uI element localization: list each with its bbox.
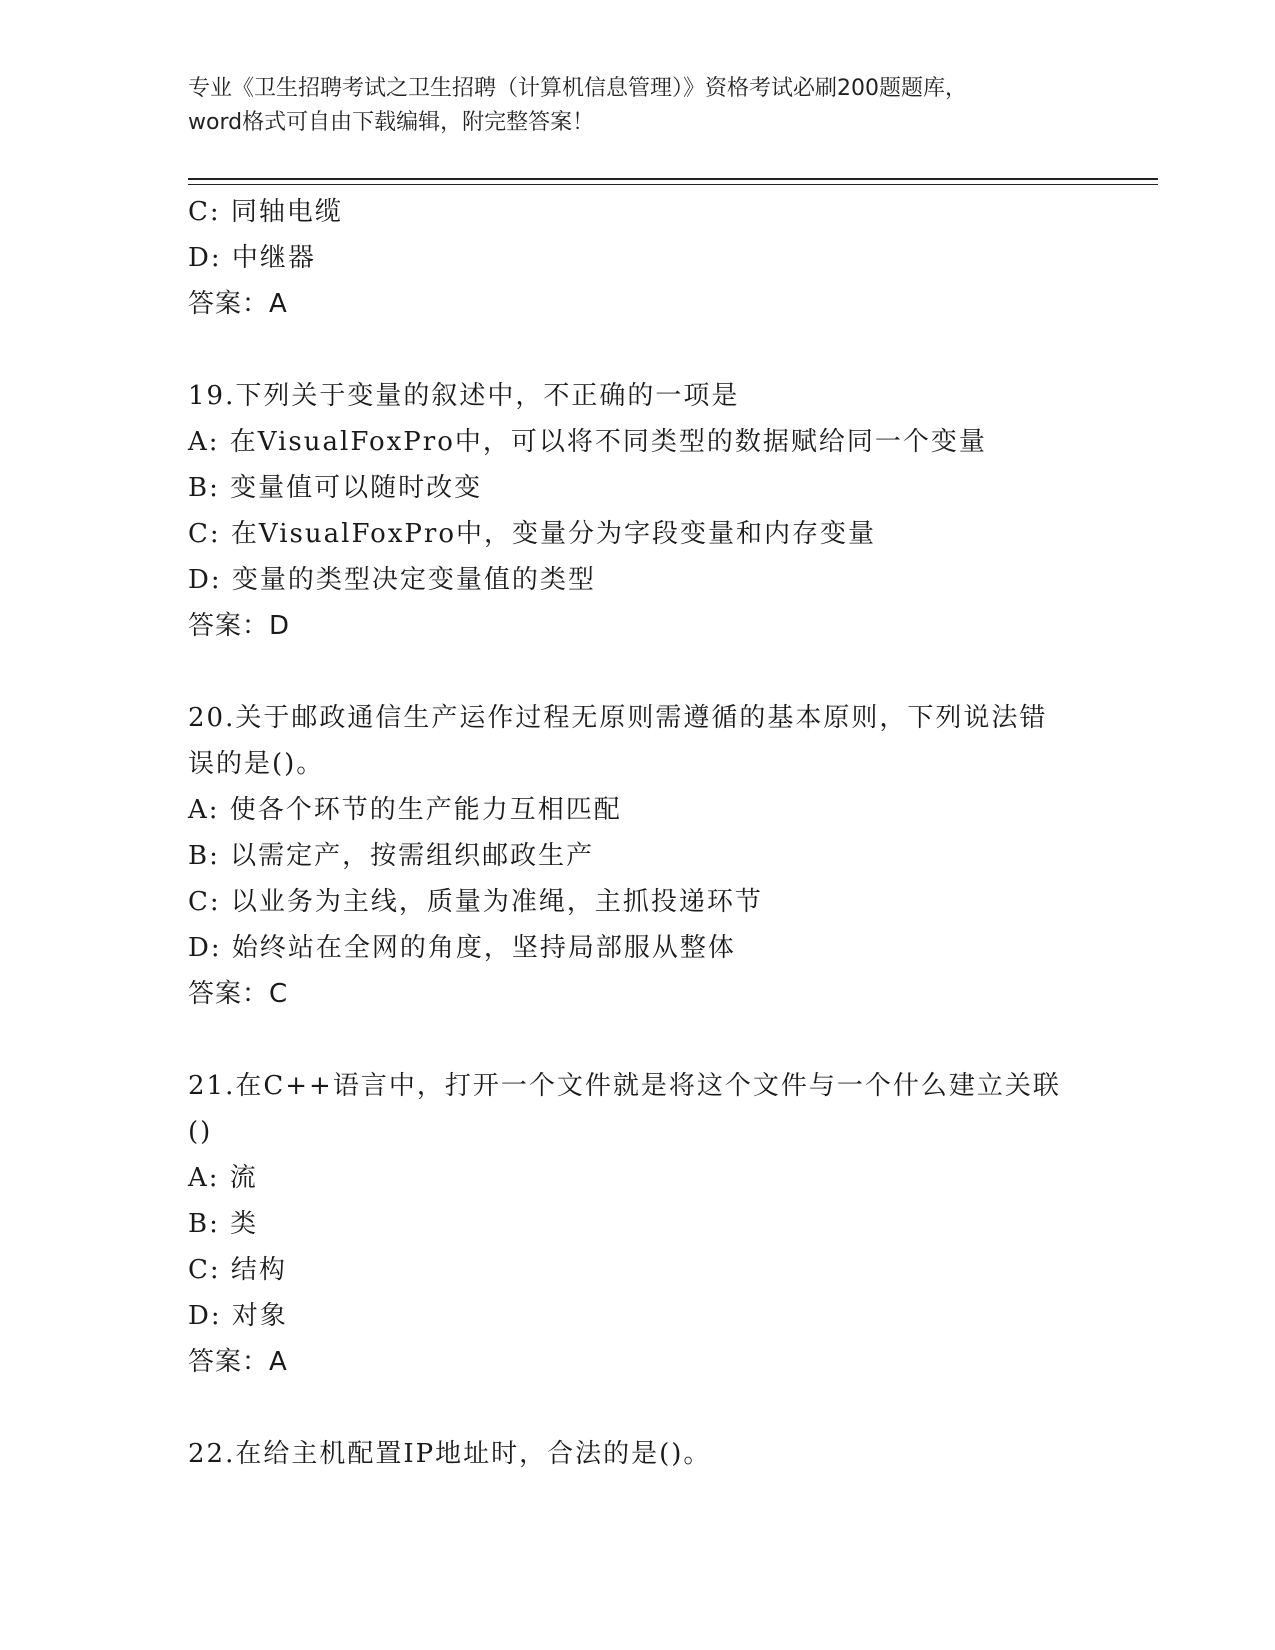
option-d: D: 对象 [188,1301,288,1331]
question-stem: 21.在C++语言中，打开一个文件就是将这个文件与一个什么建立关联 [188,1071,1061,1101]
header-line-1: 专业《卫生招聘考试之卫生招聘（计算机信息管理）》资格考试必刷200题题库， [188,76,967,101]
answer-line: 答案：C [188,979,289,1009]
question-stem: 19.下列关于变量的叙述中，不正确的一项是 [188,381,740,411]
question-stem-continued: 误的是()。 [188,749,325,779]
option-c: C: 结构 [188,1255,287,1285]
header-line-2: word格式可自由下载编辑，附完整答案！ [188,110,595,135]
header-divider-thick [188,178,1158,180]
option-b: B: 类 [188,1209,259,1239]
option-c: C: 以业务为主线，质量为准绳，主抓投递环节 [188,887,763,917]
option-d: D: 变量的类型决定变量值的类型 [188,565,596,595]
question-content [188,189,1088,1477]
question-stem: 22.在给主机配置IP地址时，合法的是()。 [188,1439,712,1469]
spacer [188,649,1088,695]
option-c: C: 在VisualFoxPro中，变量分为字段变量和内存变量 [188,519,876,549]
answer-line: 答案：D [188,611,291,641]
option-a: A: 流 [188,1163,258,1193]
answer-line: 答案：A [188,1347,288,1377]
answer-line: 答案：A [188,289,288,319]
option-c: C: 同轴电缆 [188,197,343,227]
document-header [188,72,1088,140]
option-a: A: 使各个环节的生产能力互相匹配 [188,795,622,825]
spacer [188,327,1088,373]
option-d: D: 始终站在全网的角度，坚持局部服从整体 [188,933,736,963]
spacer [188,1385,1088,1431]
header-divider-thin [188,184,1158,185]
question-stem-continued: () [188,1117,213,1147]
option-d: D: 中继器 [188,243,316,273]
option-a: A: 在VisualFoxPro中，可以将不同类型的数据赋给同一个变量 [188,427,987,457]
option-b: B: 变量值可以随时改变 [188,473,483,503]
question-stem: 20.关于邮政通信生产运作过程无原则需遵循的基本原则，下列说法错 [188,703,1048,733]
option-b: B: 以需定产，按需组织邮政生产 [188,841,595,871]
spacer [188,1017,1088,1063]
